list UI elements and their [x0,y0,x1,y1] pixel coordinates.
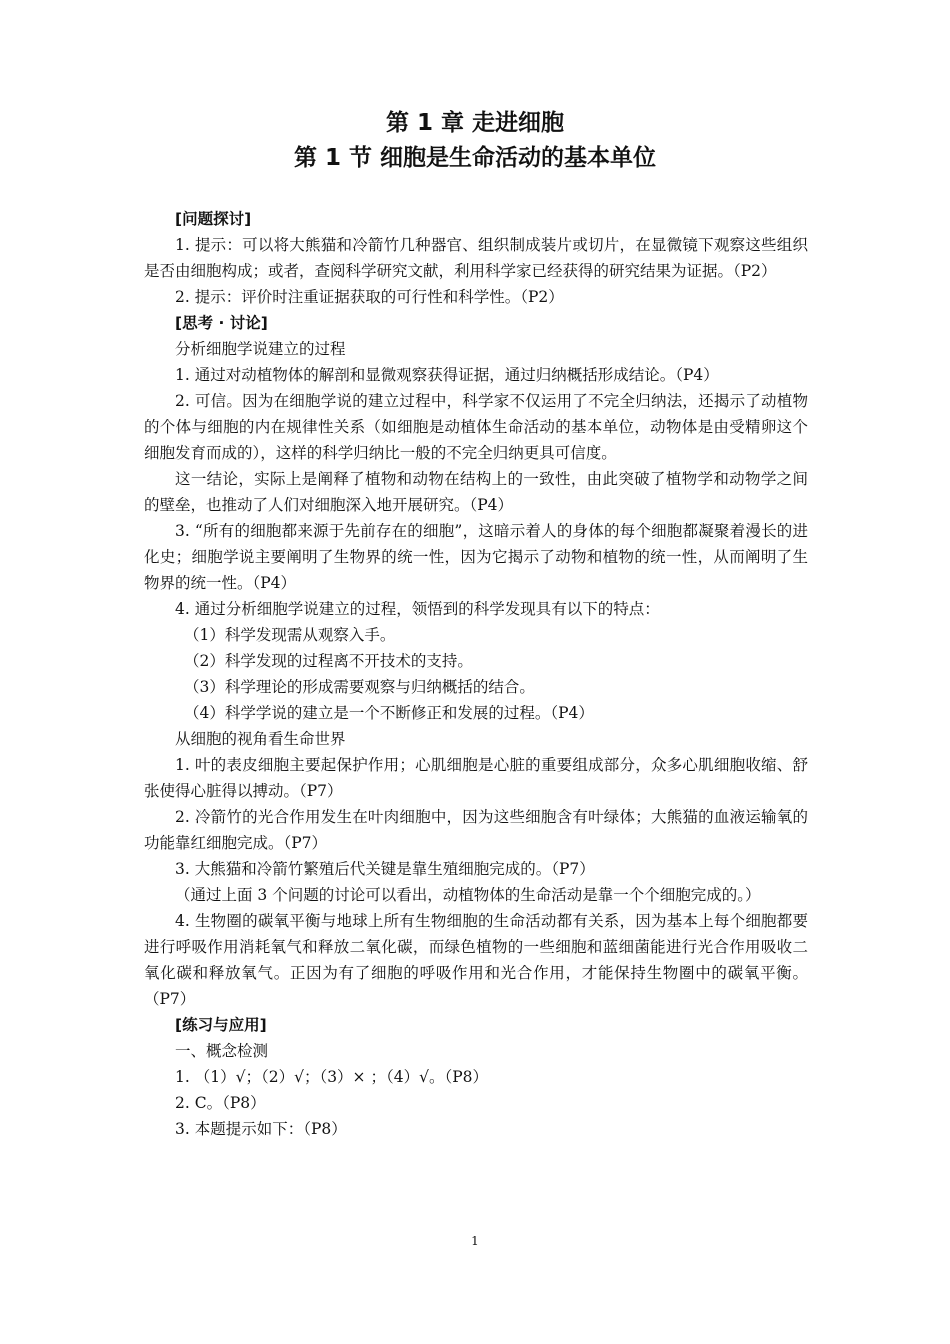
paragraph: 这一结论，实际上是阐释了植物和动物在结构上的一致性，由此突破了植物学和动物学之间的壁垒，也推动了人们对细胞深入地开展研究。（P4） [144,470,808,514]
list-item: （3）科学理论的形成需要观察与归纳概括的结合。 [184,678,535,696]
paragraph: 2. 冷箭竹的光合作用发生在叶肉细胞中，因为这些细胞含有叶绿体；大熊猫的血液运输氧的功能靠红细胞完成。（P7） [144,808,808,852]
section-title: 第 1 节 细胞是生命活动的基本单位 [293,145,657,171]
paragraph: 4. 通过分析细胞学说建立的过程，领悟到的科学发现具有以下的特点： [175,600,660,618]
heading-problem-discussion: [问题探讨] [175,210,252,228]
paragraph: 3. “所有的细胞都来源于先前存在的细胞”，这暗示着人的身体的每个细胞都凝聚着漫长的进化史；细胞学说主要阐明了生物界的统一性，因为它揭示了动物和植物的统一性，从而阐明了生物界的统一性。（P4） [144,522,808,592]
heading-practice-application: [练习与应用] [175,1016,267,1034]
paragraph: （通过上面 3 个问题的讨论可以看出，动植物体的生命活动是靠一个个细胞完成的。） [175,886,761,904]
subheading: 分析细胞学说建立的过程 [175,340,346,358]
paragraph: 3. 本题提示如下：（P8） [175,1120,347,1138]
paragraph: 2. 提示：评价时注重证据获取的可行性和科学性。（P2） [175,288,564,306]
paragraph: 2. 可信。因为在细胞学说的建立过程中，科学家不仅运用了不完全归纳法，还揭示了动植物的个体与细胞的内在规律性关系（如细胞是动植体生命活动的基本单位，动物体是由受精卵这个细胞发育而成的），这样的科学归纳比一般的不完全归纳更具可信度。 [144,392,808,462]
list-item: （4）科学学说的建立是一个不断修正和发展的过程。（P4） [184,704,594,722]
heading-think-discuss: [思考 · 讨论] [175,314,268,332]
page-number: 1 [471,1234,479,1248]
subheading: 从细胞的视角看生命世界 [175,730,346,748]
paragraph: 1. 叶的表皮细胞主要起保护作用；心肌细胞是心脏的重要组成部分，众多心肌细胞收缩、舒张使得心脏得以搏动。（P7） [144,756,808,800]
chapter-title: 第 1 章 走进细胞 [385,110,565,136]
paragraph: 1. 提示：可以将大熊猫和冷箭竹几种器官、组织制成装片或切片，在显微镜下观察这些组织是否由细胞构成；或者，查阅科学研究文献，利用科学家已经获得的研究结果为证据。（P2） [144,236,808,280]
paragraph: 3. 大熊猫和冷箭竹繁殖后代关键是靠生殖细胞完成的。（P7） [175,860,595,878]
paragraph: 1. （1）√；（2）√；（3）× ；（4）√。（P8） [175,1068,488,1086]
paragraph: 4. 生物圈的碳氧平衡与地球上所有生物细胞的生命活动都有关系，因为基本上每个细胞都要进行呼吸作用消耗氧气和释放二氧化碳，而绿色植物的一些细胞和蓝细菌能进行光合作用吸收二氧化碳和释放氧气。正因为有了细胞的呼吸作用和光合作用，才能保持生物圈中的碳氧平衡。（P7） [144,912,808,1008]
paragraph: 1. 通过对动植物体的解剖和显微观察获得证据，通过归纳概括形成结论。（P4） [175,366,719,384]
list-item: （2）科学发现的过程离不开技术的支持。 [184,652,473,670]
document-body [144,206,808,1142]
subheading: 一、概念检测 [175,1042,269,1060]
paragraph: 2. C。（P8） [175,1094,266,1112]
list-item: （1）科学发现需从观察入手。 [184,626,396,644]
